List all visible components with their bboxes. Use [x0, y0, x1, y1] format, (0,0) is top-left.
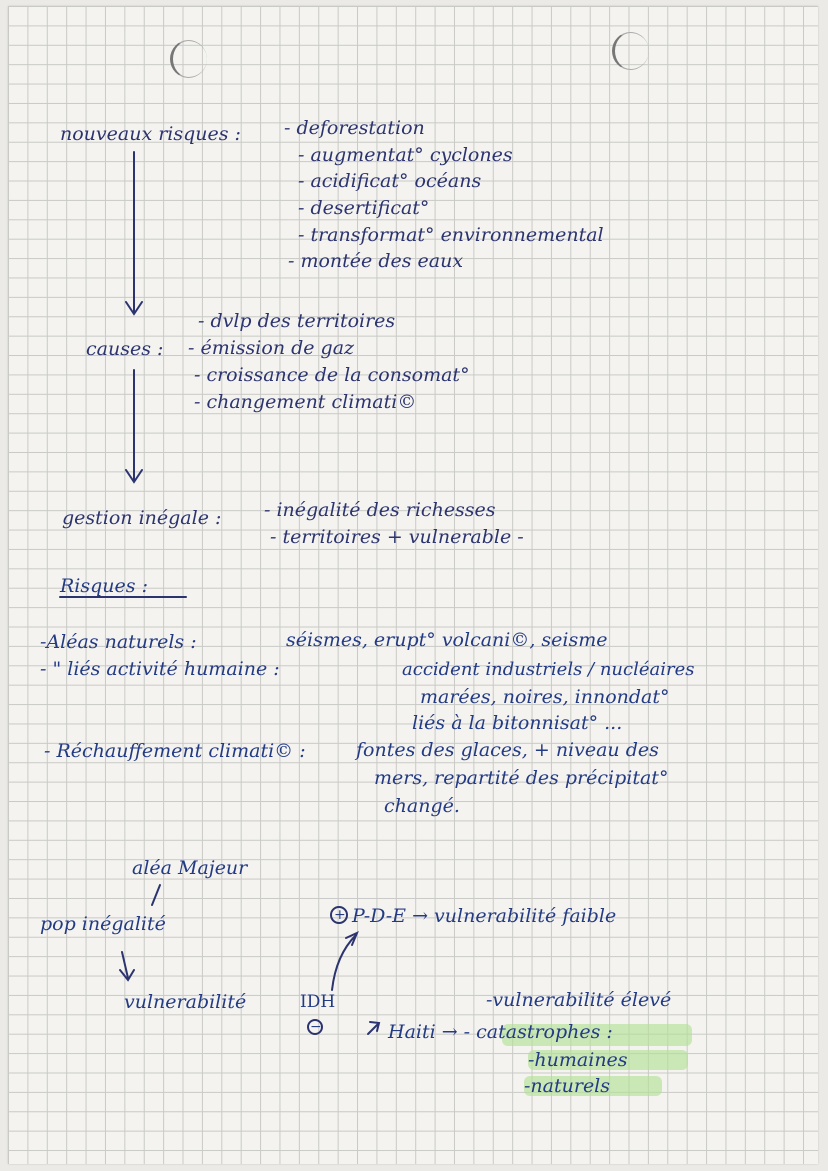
vulnerabilite-label: vulnerabilité [124, 991, 247, 1013]
idh-label: IDH [300, 992, 336, 1012]
rechauffement-line-2: mers, repartité des précipitat° [374, 767, 669, 789]
risque-item-3: - acidificat° océans [298, 170, 482, 192]
catastrophe-humaines: -humaines [528, 1049, 628, 1071]
minus-sign: − [310, 1019, 322, 1035]
risque-item-1: - deforestation [284, 117, 425, 139]
pde-vulnerabilite-faible: P-D-E → vulnerabilité faible [352, 905, 617, 927]
line-alea-pop [152, 885, 160, 905]
gestion-item-1: - inégalité des richesses [264, 499, 496, 521]
alea-majeur-label: aléa Majeur [132, 857, 248, 879]
risque-item-5: - transformat° environnemental [298, 224, 604, 246]
lies-line-1: accident industriels / nucléaires [402, 659, 695, 680]
risque-item-2: - augmentat° cyclones [298, 144, 513, 166]
label-gestion-inegale: gestion inégale : [62, 507, 222, 529]
risque-item-4: - desertificat° [298, 197, 430, 219]
aleas-text: séismes, erupt° volcani©, seisme [286, 629, 608, 651]
haiti-catastrophes: Haiti → - catastrophes : [388, 1021, 613, 1043]
lies-line-2: marées, noires, innondat° [420, 686, 670, 708]
rechauffement-line-1: fontes des glaces, + niveau des [356, 739, 659, 761]
plus-sign: + [334, 907, 346, 923]
rechauffement-label: - Réchauffement climati© : [44, 740, 306, 762]
cause-item-4: - changement climati© [194, 391, 417, 413]
gestion-item-2: - territoires + vulnerable - [270, 526, 524, 548]
risque-item-6: - montée des eaux [288, 250, 464, 272]
rechauffement-line-3: changé. [384, 795, 460, 817]
cause-item-1: - dvlp des territoires [198, 310, 396, 332]
catastrophe-naturels: -naturels [524, 1075, 611, 1097]
label-nouveaux-risques: nouveaux risques : [60, 123, 241, 145]
lies-label: - " liés activité humaine : [40, 658, 280, 680]
cause-item-2: - émission de gaz [188, 337, 355, 359]
vulnerabilite-elevee: -vulnerabilité élevé [486, 989, 672, 1011]
risques-title: Risques : [60, 575, 148, 597]
lies-line-3: liés à la bitonnisat° ... [412, 712, 623, 734]
cause-item-3: - croissance de la consomat° [194, 364, 470, 386]
aleas-label: -Aléas naturels : [40, 631, 197, 653]
label-causes: causes : [86, 338, 164, 360]
pop-inegalite-label: pop inégalité [40, 913, 166, 935]
